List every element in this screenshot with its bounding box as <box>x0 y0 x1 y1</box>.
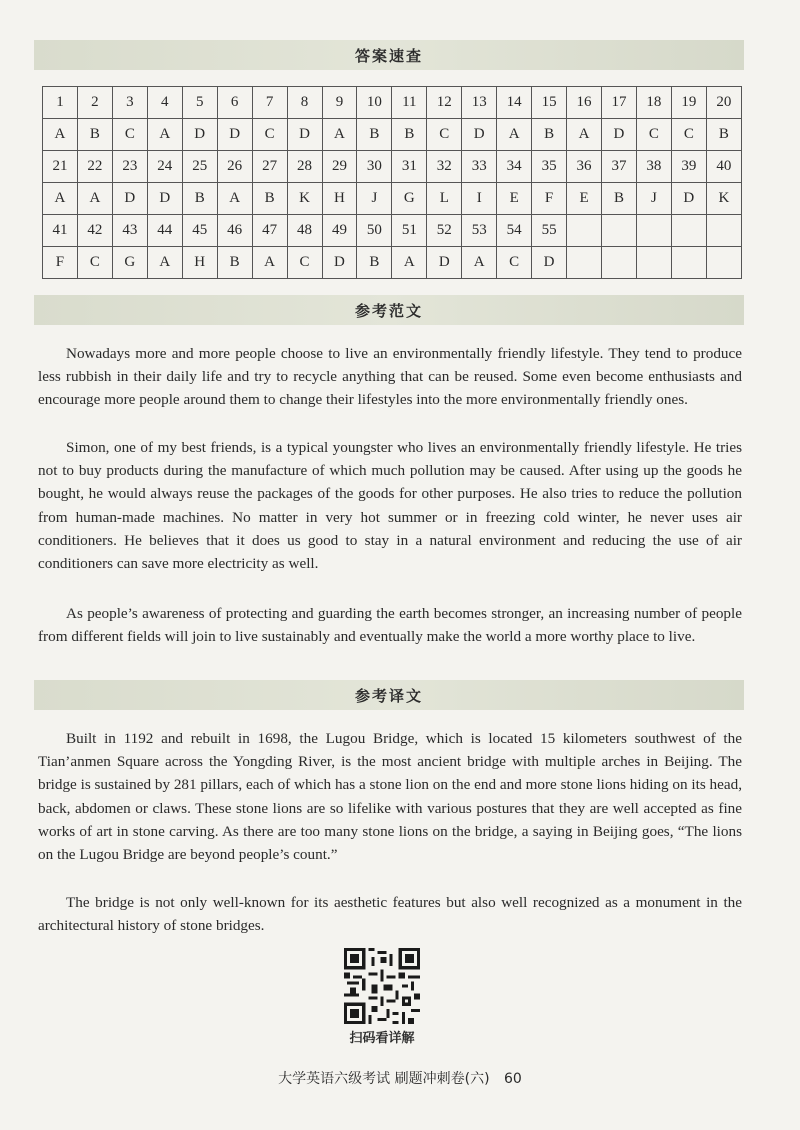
section-title-answers: 答案速查 <box>354 46 423 65</box>
question-number-cell: 4 <box>147 87 182 119</box>
question-number-cell: 36 <box>567 151 602 183</box>
answer-cell: A <box>43 183 78 215</box>
question-number-cell: 19 <box>671 87 706 119</box>
question-number-cell: 42 <box>77 215 112 247</box>
essay-paragraph-2: Simon, one of my best friends, is a typical youngster who lives an environmentally friendly lifestyle. He tries not to buy products during the manufacture of which much pollution may be caused. After using up the goods he bought, he would always reuse the packages of the goods for other purposes. He also tries to reduce the pollution from human-made machines. No matter in very hot summer or in freezing cold winter, he never uses air conditioners. He believes that it does us good to stay in a natural environment and reducing the use of air conditioners can save more electricity as well. <box>38 439 742 573</box>
answer-cell: D <box>427 247 462 279</box>
answer-cell: E <box>567 183 602 215</box>
answer-cell <box>671 247 706 279</box>
answer-cell: B <box>77 119 112 151</box>
answer-cell: B <box>532 119 567 151</box>
question-number-cell: 24 <box>147 151 182 183</box>
question-number-cell: 18 <box>636 87 671 119</box>
answer-cell: A <box>462 247 497 279</box>
question-number-cell: 48 <box>287 215 322 247</box>
question-number-cell: 21 <box>43 151 78 183</box>
answer-cell: A <box>43 119 78 151</box>
question-number-cell: 6 <box>217 87 252 119</box>
question-number-cell: 29 <box>322 151 357 183</box>
answer-cell: D <box>182 119 217 151</box>
question-number-cell: 25 <box>182 151 217 183</box>
question-number-cell: 11 <box>392 87 427 119</box>
question-number-cell: 23 <box>112 151 147 183</box>
question-number-cell: 12 <box>427 87 462 119</box>
answer-cell: A <box>392 247 427 279</box>
answer-cell: A <box>217 183 252 215</box>
answer-cell: K <box>287 183 322 215</box>
answer-cell: C <box>287 247 322 279</box>
question-number-cell: 38 <box>636 151 671 183</box>
question-number-cell: 27 <box>252 151 287 183</box>
answer-cell: B <box>217 247 252 279</box>
section-title-translation: 参考译文 <box>354 686 423 705</box>
question-number-cell: 37 <box>602 151 637 183</box>
answer-cell: B <box>357 119 392 151</box>
question-number-cell: 2 <box>77 87 112 119</box>
answer-cell: D <box>671 183 706 215</box>
qr-code-icon[interactable] <box>344 948 420 1024</box>
question-number-cell: 1 <box>43 87 78 119</box>
answer-cell: C <box>497 247 532 279</box>
question-number-cell: 9 <box>322 87 357 119</box>
answer-cell: A <box>567 119 602 151</box>
question-number-cell <box>636 215 671 247</box>
question-number-cell: 53 <box>462 215 497 247</box>
answer-cell: D <box>147 183 182 215</box>
answer-cell: A <box>147 119 182 151</box>
section-header-answers <box>34 40 744 70</box>
section-header-translation <box>34 680 744 710</box>
question-number-cell: 54 <box>497 215 532 247</box>
answer-row <box>43 247 742 279</box>
answer-cell: F <box>532 183 567 215</box>
answer-row <box>43 119 742 151</box>
answer-cell: D <box>602 119 637 151</box>
answer-cell: L <box>427 183 462 215</box>
answer-cell: J <box>636 183 671 215</box>
question-number-cell: 8 <box>287 87 322 119</box>
answer-cell <box>636 247 671 279</box>
question-number-cell: 5 <box>182 87 217 119</box>
question-number-cell: 20 <box>706 87 741 119</box>
answer-cell: D <box>532 247 567 279</box>
question-number-row <box>43 151 742 183</box>
question-number-cell: 28 <box>287 151 322 183</box>
answer-cell: J <box>357 183 392 215</box>
question-number-cell <box>671 215 706 247</box>
answer-cell: E <box>497 183 532 215</box>
answer-cell: A <box>322 119 357 151</box>
answer-cell: C <box>252 119 287 151</box>
answer-cell: A <box>252 247 287 279</box>
question-number-cell: 43 <box>112 215 147 247</box>
answer-cell: A <box>147 247 182 279</box>
question-number-cell: 40 <box>706 151 741 183</box>
translation-paragraph-2: The bridge is not only well-known for its aesthetic features but also well recognized as a monument in the architectural history of stone bridges. <box>38 894 742 935</box>
answer-cell: G <box>392 183 427 215</box>
question-number-cell: 16 <box>567 87 602 119</box>
question-number-cell: 33 <box>462 151 497 183</box>
answer-cell: B <box>706 119 741 151</box>
question-number-cell <box>602 215 637 247</box>
answer-cell: D <box>462 119 497 151</box>
question-number-cell: 13 <box>462 87 497 119</box>
answer-row <box>43 183 742 215</box>
question-number-cell: 17 <box>602 87 637 119</box>
answer-cell: A <box>497 119 532 151</box>
question-number-cell: 15 <box>532 87 567 119</box>
question-number-cell: 41 <box>43 215 78 247</box>
question-number-row <box>43 215 742 247</box>
question-number-cell: 55 <box>532 215 567 247</box>
answer-cell: B <box>357 247 392 279</box>
section-header-essay <box>34 295 744 325</box>
answer-cell: D <box>217 119 252 151</box>
question-number-cell: 39 <box>671 151 706 183</box>
question-number-cell: 14 <box>497 87 532 119</box>
question-number-cell: 7 <box>252 87 287 119</box>
answer-cell: C <box>427 119 462 151</box>
question-number-cell: 51 <box>392 215 427 247</box>
question-number-cell: 26 <box>217 151 252 183</box>
question-number-cell: 35 <box>532 151 567 183</box>
answer-cell: H <box>182 247 217 279</box>
question-number-cell: 3 <box>112 87 147 119</box>
question-number-cell: 10 <box>357 87 392 119</box>
answer-cell: C <box>112 119 147 151</box>
question-number-cell: 34 <box>497 151 532 183</box>
question-number-cell: 30 <box>357 151 392 183</box>
page-footer <box>200 1068 600 1088</box>
question-number-cell: 31 <box>392 151 427 183</box>
footer-title: 大学英语六级考试 刷题冲刺卷(六) <box>278 1071 490 1087</box>
answer-cell: C <box>671 119 706 151</box>
essay-paragraph-1: Nowadays more and more people choose to live an environmentally friendly lifestyle. They tend to produce less rubbish in their daily life and try to recycle anything that can be reused. Some even become enthusiasts and encourage more people around them to change their lifestyles into the more environmentally friendly ones. <box>38 345 742 409</box>
question-number-cell <box>567 215 602 247</box>
translation-paragraph-1: Built in 1192 and rebuilt in 1698, the Lugou Bridge, which is located 15 kilometers southwest of the Tian’anmen Square across the Yongding River, is the most ancient bridge with multiple arches in Beijing. The bridge is sustained by 281 pillars, each of which has a stone lion on the end and more stone lions hiding on its head, back, abdomen or claws. These stone lions are so lifelike with various postures that they are well accepted as fine works of art in stone carving. As there are too many stone lions on the bridge, a saying in Beijing goes, “The lions on the Lugou Bridge are beyond people’s count.” <box>38 730 742 864</box>
answer-cell: B <box>602 183 637 215</box>
answer-table <box>42 86 742 279</box>
answer-cell: K <box>706 183 741 215</box>
section-title-essay: 参考范文 <box>354 301 423 320</box>
answer-cell <box>602 247 637 279</box>
answer-cell: F <box>43 247 78 279</box>
answer-cell: B <box>392 119 427 151</box>
question-number-cell: 22 <box>77 151 112 183</box>
answer-cell <box>706 247 741 279</box>
answer-cell: D <box>322 247 357 279</box>
question-number-row <box>43 87 742 119</box>
question-number-cell: 45 <box>182 215 217 247</box>
question-number-cell: 46 <box>217 215 252 247</box>
answer-cell: H <box>322 183 357 215</box>
answer-cell: D <box>287 119 322 151</box>
question-number-cell: 32 <box>427 151 462 183</box>
answer-cell: B <box>252 183 287 215</box>
question-number-cell <box>706 215 741 247</box>
answer-cell <box>567 247 602 279</box>
essay-paragraph-3: As people’s awareness of protecting and guarding the earth becomes stronger, an increasing number of people from different fields will join to live sustainably and eventually make the world a more worthy place to live. <box>38 605 742 646</box>
answer-cell: C <box>77 247 112 279</box>
qr-caption: 扫码看详解 <box>349 1031 415 1046</box>
question-number-cell: 44 <box>147 215 182 247</box>
answer-cell: D <box>112 183 147 215</box>
question-number-cell: 49 <box>322 215 357 247</box>
answer-cell: G <box>112 247 147 279</box>
answer-cell: B <box>182 183 217 215</box>
question-number-cell: 52 <box>427 215 462 247</box>
answer-cell: C <box>636 119 671 151</box>
question-number-cell: 47 <box>252 215 287 247</box>
answer-cell: I <box>462 183 497 215</box>
page-number: 60 <box>504 1071 522 1087</box>
answer-cell: A <box>77 183 112 215</box>
question-number-cell: 50 <box>357 215 392 247</box>
